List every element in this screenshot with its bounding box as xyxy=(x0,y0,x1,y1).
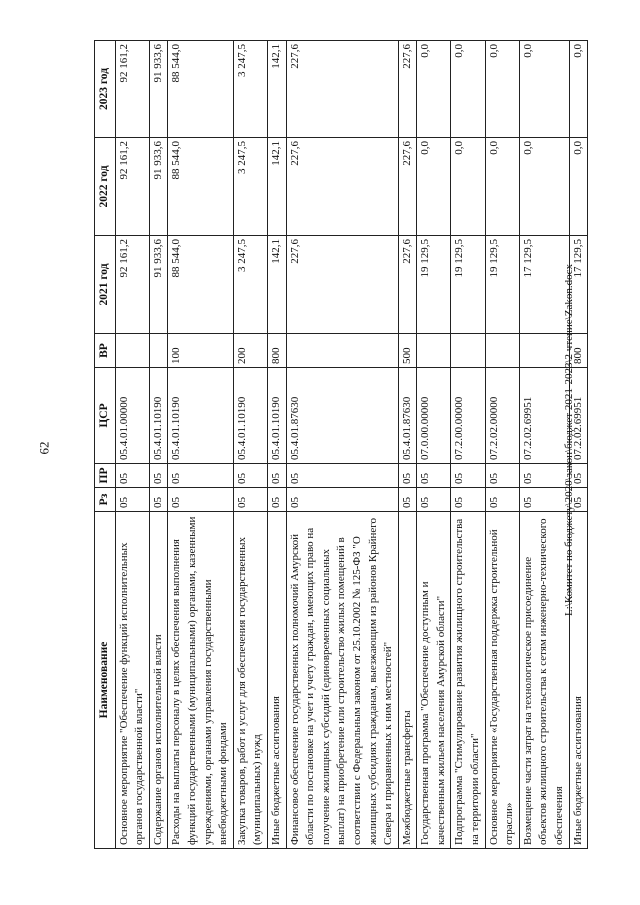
header-vr: ВР xyxy=(95,334,116,368)
cell-name: Возмещение части затрат на технологическое присоединение объектов жилищного строительства к сетям инженерно-технического обеспечения xyxy=(519,512,569,849)
table-row xyxy=(168,41,233,849)
cell-pr: 05 xyxy=(267,464,286,488)
cell-y2021: 19 129,5 xyxy=(451,236,485,334)
cell-pr: 05 xyxy=(233,464,267,488)
cell-csr: 05.4.01.87630 xyxy=(398,368,417,464)
cell-rz: 05 xyxy=(569,488,588,512)
cell-y2021: 3 247,5 xyxy=(233,236,267,334)
cell-vr: 200 xyxy=(233,334,267,368)
cell-pr: 05 xyxy=(519,464,569,488)
cell-y2021: 91 933,6 xyxy=(149,236,168,334)
cell-y2022: 88 544,0 xyxy=(168,138,233,236)
table-row xyxy=(519,41,569,849)
cell-y2023: 92 161,2 xyxy=(115,41,149,138)
cell-y2022: 0,0 xyxy=(519,138,569,236)
cell-name: Закупка товаров, работ и услуг для обеспечения государственных (муниципальных) нужд xyxy=(233,512,267,849)
cell-rz: 05 xyxy=(168,488,233,512)
cell-name: Финансовое обеспечение государственных полномочий Амурской области по постановке на учет и учету граждан, имеющих право на получение жилищных субсидий (единовременных социальных выплат) на приобретение или строительство жилых помещений в соответствии с Федеральным законом от 25.10.2002 № 125-ФЗ "О жилищных субсидиях гражданам, выезжающим из районов Крайнего Севера и приравненных к ним местностей" xyxy=(286,512,398,849)
cell-y2023: 0,0 xyxy=(519,41,569,138)
table-header-row xyxy=(95,41,116,849)
cell-name: Межбюджетные трансферты xyxy=(398,512,417,849)
table-row xyxy=(398,41,417,849)
header-csr: ЦСР xyxy=(95,368,116,464)
cell-csr: 05.4.01.87630 xyxy=(286,368,398,464)
cell-csr: 05.4.01.10190 xyxy=(168,368,233,464)
budget-table-container xyxy=(94,41,584,849)
cell-rz: 05 xyxy=(233,488,267,512)
cell-vr: 800 xyxy=(267,334,286,368)
cell-name: Государственная программа "Обеспечение доступным и качественным жильем населения Амурской области" xyxy=(417,512,451,849)
cell-name: Основное мероприятие "Обеспечение функций исполнительных органов государственной власти" xyxy=(115,512,149,849)
cell-y2022: 227,6 xyxy=(286,138,398,236)
cell-vr xyxy=(519,334,569,368)
table-row xyxy=(451,41,485,849)
cell-rz: 05 xyxy=(267,488,286,512)
page-number: 62 xyxy=(36,441,52,455)
cell-y2021: 92 161,2 xyxy=(115,236,149,334)
table-row xyxy=(286,41,398,849)
cell-y2022: 227,6 xyxy=(398,138,417,236)
cell-csr: 07.2.02.00000 xyxy=(485,368,519,464)
budget-table xyxy=(94,40,588,849)
cell-vr xyxy=(149,334,168,368)
cell-y2021: 88 544,0 xyxy=(168,236,233,334)
cell-vr xyxy=(115,334,149,368)
cell-y2023: 142,1 xyxy=(267,41,286,138)
cell-vr: 800 xyxy=(569,334,588,368)
cell-csr: 07.0.00.00000 xyxy=(417,368,451,464)
cell-rz: 05 xyxy=(286,488,398,512)
cell-rz: 05 xyxy=(115,488,149,512)
cell-pr: 05 xyxy=(168,464,233,488)
cell-y2023: 227,6 xyxy=(398,41,417,138)
cell-y2022: 91 933,6 xyxy=(149,138,168,236)
cell-y2023: 0,0 xyxy=(485,41,519,138)
cell-y2021: 19 129,5 xyxy=(417,236,451,334)
cell-rz: 05 xyxy=(451,488,485,512)
cell-csr: 05.4.01.10190 xyxy=(233,368,267,464)
cell-y2022: 142,1 xyxy=(267,138,286,236)
cell-y2022: 3 247,5 xyxy=(233,138,267,236)
cell-vr xyxy=(451,334,485,368)
cell-csr: 07.2.02.69951 xyxy=(569,368,588,464)
cell-pr: 05 xyxy=(149,464,168,488)
header-rz: Рз xyxy=(95,488,116,512)
cell-y2022: 92 161,2 xyxy=(115,138,149,236)
cell-y2023: 0,0 xyxy=(569,41,588,138)
cell-y2022: 0,0 xyxy=(417,138,451,236)
cell-name: Расходы на выплаты персоналу в целях обеспечения выполнения функций государственными (муниципальными) органами, казенными учреждениями, органами управления государственными внебюджетными фондами xyxy=(168,512,233,849)
cell-name: Содержание органов исполнительной власти xyxy=(149,512,168,849)
header-2021: 2021 год xyxy=(95,236,116,334)
cell-name: Подпрограмма "Стимулирование развития жилищного строительства на территории области" xyxy=(451,512,485,849)
cell-y2023: 0,0 xyxy=(451,41,485,138)
cell-pr: 05 xyxy=(569,464,588,488)
cell-rz: 05 xyxy=(398,488,417,512)
cell-pr: 05 xyxy=(115,464,149,488)
cell-vr xyxy=(417,334,451,368)
cell-name: Основное мероприятие «Государственная поддержка строительной отрасли» xyxy=(485,512,519,849)
table-row xyxy=(149,41,168,849)
cell-y2023: 91 933,6 xyxy=(149,41,168,138)
cell-y2022: 0,0 xyxy=(451,138,485,236)
cell-y2021: 17 129,5 xyxy=(569,236,588,334)
header-2023: 2023 год xyxy=(95,41,116,138)
cell-csr: 07.2.00.00000 xyxy=(451,368,485,464)
cell-csr: 07.2.02.69951 xyxy=(519,368,569,464)
table-row xyxy=(115,41,149,849)
cell-vr xyxy=(286,334,398,368)
cell-vr: 500 xyxy=(398,334,417,368)
cell-rz: 05 xyxy=(149,488,168,512)
cell-vr xyxy=(485,334,519,368)
table-row xyxy=(267,41,286,849)
cell-name: Иные бюджетные ассигнования xyxy=(267,512,286,849)
table-row xyxy=(485,41,519,849)
cell-pr: 05 xyxy=(286,464,398,488)
cell-rz: 05 xyxy=(485,488,519,512)
cell-csr: 05.4.01.10190 xyxy=(267,368,286,464)
cell-pr: 05 xyxy=(485,464,519,488)
cell-y2021: 227,6 xyxy=(286,236,398,334)
cell-csr: 05.4.01.10190 xyxy=(149,368,168,464)
cell-rz: 05 xyxy=(417,488,451,512)
footer-file-path: L:\Комитет по бюджету\2020\закон\бюджет 2021-2023\2 чтение\Zakon.docx xyxy=(563,264,575,616)
cell-y2021: 19 129,5 xyxy=(485,236,519,334)
cell-y2023: 227,6 xyxy=(286,41,398,138)
cell-y2023: 0,0 xyxy=(417,41,451,138)
cell-rz: 05 xyxy=(519,488,569,512)
cell-y2023: 88 544,0 xyxy=(168,41,233,138)
cell-y2023: 3 247,5 xyxy=(233,41,267,138)
table-body xyxy=(115,41,588,849)
cell-pr: 05 xyxy=(417,464,451,488)
cell-y2021: 17 129,5 xyxy=(519,236,569,334)
table-row xyxy=(233,41,267,849)
cell-name: Иные бюджетные ассигнования xyxy=(569,512,588,849)
cell-y2022: 0,0 xyxy=(485,138,519,236)
cell-y2021: 227,6 xyxy=(398,236,417,334)
cell-y2021: 142,1 xyxy=(267,236,286,334)
cell-pr: 05 xyxy=(451,464,485,488)
cell-pr: 05 xyxy=(398,464,417,488)
header-pr: ПР xyxy=(95,464,116,488)
header-name: Наименование xyxy=(95,512,116,849)
cell-vr: 100 xyxy=(168,334,233,368)
header-2022: 2022 год xyxy=(95,138,116,236)
cell-csr: 05.4.01.00000 xyxy=(115,368,149,464)
table-row xyxy=(417,41,451,849)
cell-y2022: 0,0 xyxy=(569,138,588,236)
